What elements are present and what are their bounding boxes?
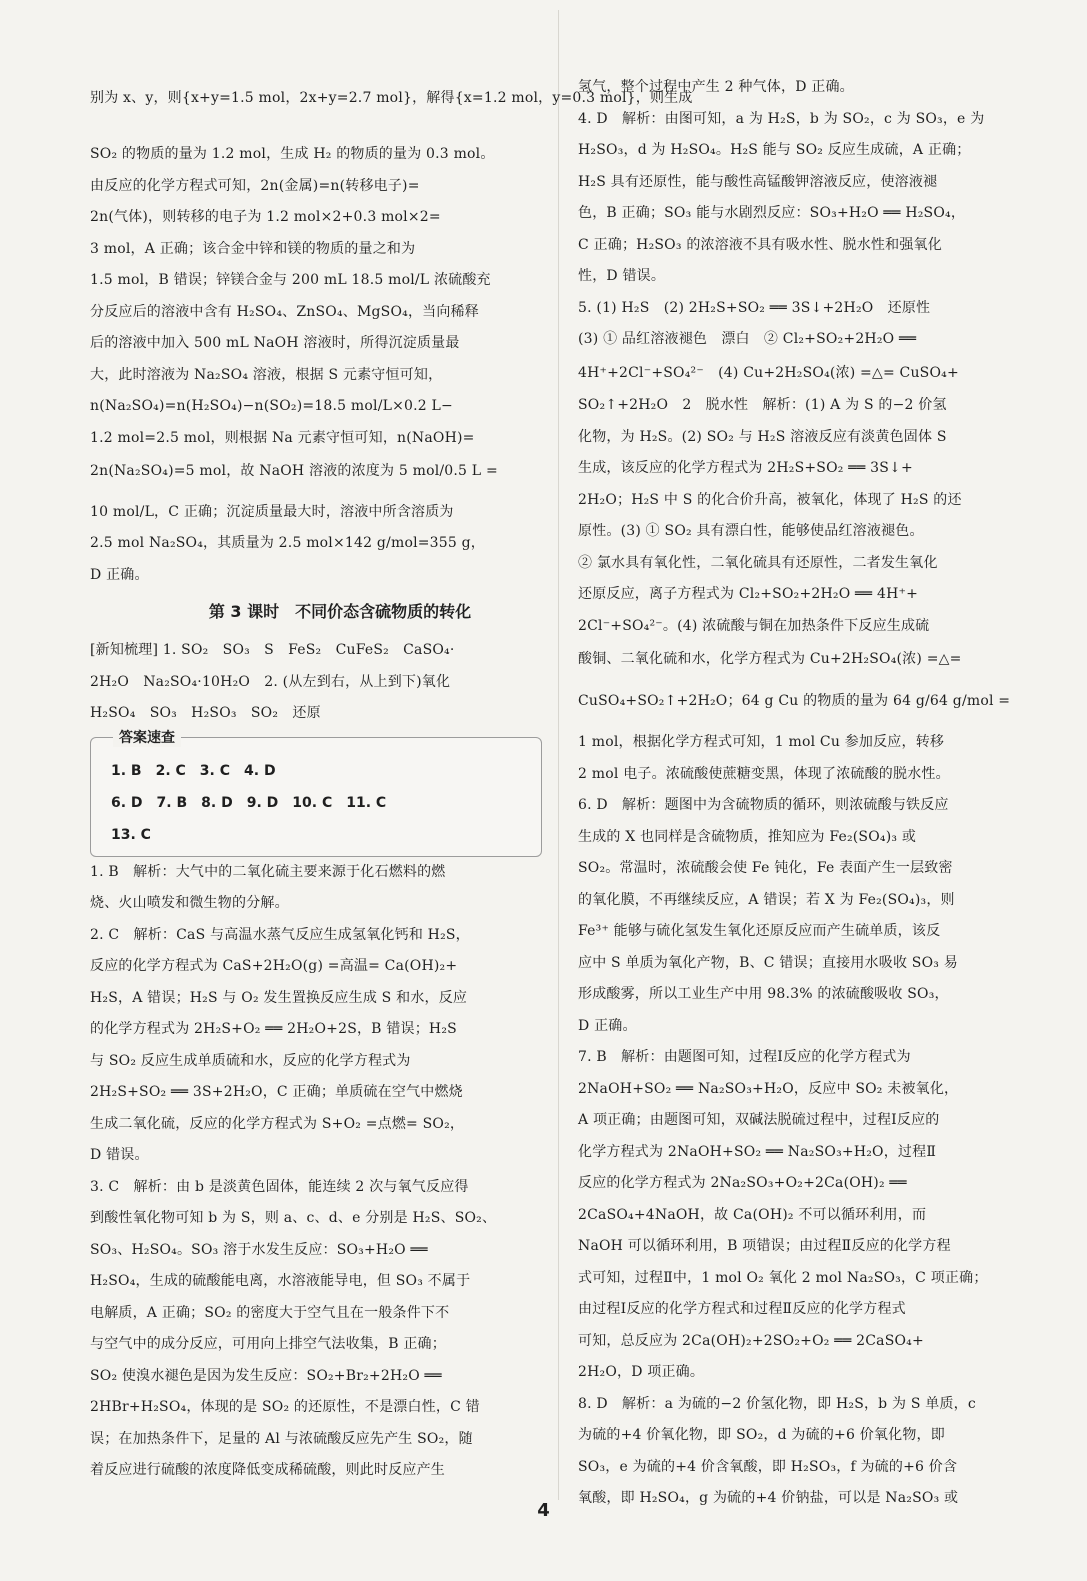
text-line: 与 SO₂ 反应生成单质硫和水，反应的化学方程式为 xyxy=(90,1053,411,1069)
text-line: 烧、火山喷发和微生物的分解。 xyxy=(90,895,289,911)
text-line: 由过程Ⅰ反应的化学方程式和过程Ⅱ反应的化学方程式 xyxy=(578,1301,906,1317)
text-line: 生成，该反应的化学方程式为 2H₂S+SO₂ ══ 3S↓+ xyxy=(578,460,913,476)
answers-row: 13. C xyxy=(111,827,151,843)
text-line: NaOH 可以循环利用，B 项错误；由过程Ⅱ反应的化学方程 xyxy=(578,1238,951,1254)
text-line: 原性。(3) ① SO₂ 具有漂白性，能够使品红溶液褪色。 xyxy=(578,523,924,539)
text-line: 与空气中的成分反应，可用向上排空气法收集，B 正确； xyxy=(90,1336,446,1352)
answers-row: 6. D 7. B 8. D 9. D 10. C 11. C xyxy=(111,795,387,811)
text-line: 别为 x、y，则{x+y=1.5 mol，2x+y=2.7 mol}，解得{x=1.2 mol，y=0.3 mol}，则生成 xyxy=(90,90,693,106)
text-line: 应中 S 单质为氧化产物，B、C 错误；直接用水吸收 SO₃ 易 xyxy=(578,955,958,971)
answer-quick-check-box xyxy=(90,730,542,857)
text-line: 生成的 X 也同样是含硫物质，推知应为 Fe₂(SO₄)₃ 或 xyxy=(578,829,917,845)
text-line: 反应的化学方程式为 CaS+2H₂O(g) =高温= Ca(OH)₂+ xyxy=(90,958,458,974)
text-line: 5. (1) H₂S (2) 2H₂S+SO₂ ══ 3S↓+2H₂O 还原性 xyxy=(578,300,931,316)
text-line: SO₂ 的物质的量为 1.2 mol，生成 H₂ 的物质的量为 0.3 mol。 xyxy=(90,146,495,162)
page-number: 4 xyxy=(537,1500,550,1521)
text-line: 2. C 解析：CaS 与高温水蒸气反应生成氢氧化钙和 H₂S， xyxy=(90,927,470,943)
text-line: 8. D 解析：a 为硫的−2 价氢化物，即 H₂S，b 为 S 单质，c xyxy=(578,1396,976,1412)
text-line: Fe³⁺ 能够与硫化氢发生氧化还原反应而产生硫单质，该反 xyxy=(578,923,941,939)
text-line: 化学方程式为 2NaOH+SO₂ ══ Na₂SO₃+H₂O，过程Ⅱ xyxy=(578,1144,937,1160)
section-title: 第 3 课时 不同价态含硫物质的转化 xyxy=(208,602,472,621)
text-line: 大，此时溶液为 Na₂SO₄ 溶液，根据 S 元素守恒可知， xyxy=(90,367,443,383)
text-line: 着反应进行硫酸的浓度降低变成稀硫酸，则此时反应产生 xyxy=(90,1462,445,1478)
text-line: 形成酸雾，所以工业生产中用 98.3% 的浓硫酸吸收 SO₃， xyxy=(578,986,949,1002)
text-line: 2n(气体)，则转移的电子为 1.2 mol×2+0.3 mol×2= xyxy=(90,209,441,225)
text-line: 后的溶液中加入 500 mL NaOH 溶液时，所得沉淀质量最 xyxy=(90,335,460,351)
text-line: SO₃、H₂SO₄。SO₃ 溶于水发生反应：SO₃+H₂O ══ xyxy=(90,1242,428,1258)
text-line: 7. B 解析：由题图可知，过程Ⅰ反应的化学方程式为 xyxy=(578,1049,911,1065)
text-line: 2 mol 电子。浓硫酸使蔗糖变黑，体现了浓硫酸的脱水性。 xyxy=(578,766,950,782)
text-line: 反应的化学方程式为 2Na₂SO₃+O₂+2Ca(OH)₂ ══ xyxy=(578,1175,907,1191)
text-line: D 错误。 xyxy=(90,1147,149,1163)
text-line: H₂SO₄ SO₃ H₂SO₃ SO₂ 还原 xyxy=(90,705,321,721)
text-line: 可知，总反应为 2Ca(OH)₂+2SO₂+O₂ ══ 2CaSO₄+ xyxy=(578,1333,924,1349)
text-line: 10 mol/L，C 正确；沉淀质量最大时，溶液中所含溶质为 xyxy=(90,504,454,520)
text-line: 式可知，过程Ⅱ中，1 mol O₂ 氧化 2 mol Na₂SO₃，C 项正确； xyxy=(578,1270,988,1286)
text-line: A 项正确；由题图可知，双碱法脱硫过程中，过程Ⅰ反应的 xyxy=(578,1112,940,1128)
text-line: 2Cl⁻+SO₄²⁻。(4) 浓硫酸与铜在加热条件下反应生成硫 xyxy=(578,618,930,634)
text-line: 1. B 解析：大气中的二氧化硫主要来源于化石燃料的燃 xyxy=(90,864,446,880)
text-line: 2.5 mol Na₂SO₄，其质量为 2.5 mol×142 g/mol=355 g， xyxy=(90,535,486,551)
text-line: 电解质，A 正确；SO₂ 的密度大于空气且在一般条件下不 xyxy=(90,1305,450,1321)
text-line: 色，B 正确；SO₃ 能与水剧烈反应：SO₃+H₂O ══ H₂SO₄， xyxy=(578,205,966,221)
text-line: 到酸性氧化物可知 b 为 S，则 a、c、d、e 分别是 H₂S、SO₂、 xyxy=(90,1210,497,1226)
answers-row: 1. B 2. C 3. C 4. D xyxy=(111,763,276,779)
text-line: 1.2 mol=2.5 mol，则根据 Na 元素守恒可知，n(NaOH)= xyxy=(90,430,475,446)
text-line: ② 氯水具有氧化性，二氧化硫具有还原性，二者发生氧化 xyxy=(578,555,938,571)
text-line: 2H₂O，D 项正确。 xyxy=(578,1364,705,1380)
text-line: H₂SO₄，生成的硫酸能电离，水溶液能导电，但 SO₃ 不属于 xyxy=(90,1273,471,1289)
text-line: 3 mol，A 正确；该合金中锌和镁的物质的量之和为 xyxy=(90,241,416,257)
text-line: 2CaSO₄+4NaOH，故 Ca(OH)₂ 不可以循环利用，而 xyxy=(578,1207,927,1223)
text-line: 2NaOH+SO₂ ══ Na₂SO₃+H₂O，反应中 SO₂ 未被氧化， xyxy=(578,1081,959,1097)
text-line: 2H₂S+SO₂ ══ 3S+2H₂O，C 正确；单质硫在空气中燃烧 xyxy=(90,1084,463,1100)
text-line: 3. C 解析：由 b 是淡黄色固体，能连续 2 次与氧气反应得 xyxy=(90,1179,469,1195)
text-line: 性，D 错误。 xyxy=(578,268,666,284)
text-line: H₂S 具有还原性，能与酸性高锰酸钾溶液反应，使溶液褪 xyxy=(578,174,938,190)
text-line: SO₃，e 为硫的+4 价含氧酸，即 H₂SO₃，f 为硫的+6 价含 xyxy=(578,1459,958,1475)
text-line: 2HBr+H₂SO₄，体现的是 SO₂ 的还原性，不是漂白性，C 错 xyxy=(90,1399,480,1415)
text-line: (3) ① 品红溶液褪色 漂白 ② Cl₂+SO₂+2H₂O ══ xyxy=(578,331,917,347)
text-line: SO₂ 使溴水褪色是因为发生反应：SO₂+Br₂+2H₂O ══ xyxy=(90,1368,442,1384)
text-line: 1.5 mol，B 错误；锌镁合金与 200 mL 18.5 mol/L 浓硫酸充 xyxy=(90,272,491,288)
text-line: D 正确。 xyxy=(578,1018,637,1034)
text-line: 1 mol，根据化学方程式可知，1 mol Cu 参加反应，转移 xyxy=(578,734,945,750)
text-line: 6. D 解析：题图中为含硫物质的循环，则浓硫酸与铁反应 xyxy=(578,797,949,813)
text-line: 4H⁺+2Cl⁻+SO₄²⁻ (4) Cu+2H₂SO₄(浓) =△= CuSO₄+ xyxy=(578,365,959,381)
text-line: 的氧化膜，不再继续反应，A 错误；若 X 为 Fe₂(SO₄)₃，则 xyxy=(578,892,955,908)
text-line: 氧酸，即 H₂SO₄，g 为硫的+4 价钠盐，可以是 Na₂SO₃ 或 xyxy=(578,1490,959,1506)
text-line: H₂S，A 错误；H₂S 与 O₂ 发生置换反应生成 S 和水，反应 xyxy=(90,990,468,1006)
text-line: 还原反应，离子方程式为 Cl₂+SO₂+2H₂O ══ 4H⁺+ xyxy=(578,586,918,602)
text-line: H₂SO₃，d 为 H₂SO₄。H₂S 能与 SO₂ 反应生成硫，A 正确； xyxy=(578,142,971,158)
text-line: [新知梳理] 1. SO₂ SO₃ S FeS₂ CuFeS₂ CaSO₄· xyxy=(90,642,455,658)
text-line: 生成二氧化硫，反应的化学方程式为 S+O₂ =点燃= SO₂， xyxy=(90,1116,465,1132)
text-line: n(Na₂SO₄)=n(H₂SO₄)−n(SO₂)=18.5 mol/L×0.2 L− xyxy=(90,398,453,414)
text-line: 由反应的化学方程式可知，2n(金属)=n(转移电子)= xyxy=(90,178,420,194)
text-line: 误；在加热条件下，足量的 Al 与浓硫酸反应先产生 SO₂，随 xyxy=(90,1431,473,1447)
text-line: 2n(Na₂SO₄)=5 mol，故 NaOH 溶液的浓度为 5 mol/0.5 L = xyxy=(90,463,498,479)
text-line: 分反应后的溶液中含有 H₂SO₄、ZnSO₄、MgSO₄，当向稀释 xyxy=(90,304,479,320)
text-line: D 正确。 xyxy=(90,567,149,583)
text-line: CuSO₄+SO₂↑+2H₂O；64 g Cu 的物质的量为 64 g/64 g/mol = xyxy=(578,693,1011,709)
text-line: SO₂↑+2H₂O 2 脱水性 解析：(1) A 为 S 的−2 价氢 xyxy=(578,397,947,413)
text-line: 酸铜、二氧化硫和水，化学方程式为 Cu+2H₂SO₄(浓) =△= xyxy=(578,651,962,667)
text-line: C 正确；H₂SO₃ 的浓溶液不具有吸水性、脱水性和强氧化 xyxy=(578,237,942,253)
text-line: 2H₂O Na₂SO₄·10H₂O 2. (从左到右，从上到下)氧化 xyxy=(90,674,451,690)
text-line: 2H₂O；H₂S 中 S 的化合价升高，被氧化，体现了 H₂S 的还 xyxy=(578,492,962,508)
text-line: 为硫的+4 价氧化物，即 SO₂，d 为硫的+6 价氧化物，即 xyxy=(578,1427,945,1443)
text-line: 的化学方程式为 2H₂S+O₂ ══ 2H₂O+2S，B 错误；H₂S xyxy=(90,1021,457,1037)
answers-title: 答案速查 xyxy=(113,727,181,747)
text-line: SO₂。常温时，浓硫酸会使 Fe 钝化，Fe 表面产生一层致密 xyxy=(578,860,953,876)
text-line: 氢气，整个过程中产生 2 种气体，D 正确。 xyxy=(578,79,854,95)
text-line: 4. D 解析：由图可知，a 为 H₂S，b 为 SO₂，c 为 SO₃，e 为 xyxy=(578,111,985,127)
text-line: 化物，为 H₂S。(2) SO₂ 与 H₂S 溶液反应有淡黄色固体 S xyxy=(578,429,947,445)
